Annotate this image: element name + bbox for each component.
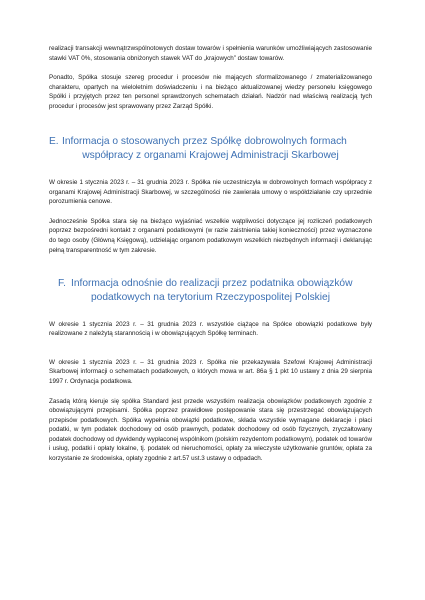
section-e-heading	[49, 135, 372, 163]
document-body	[49, 44, 372, 464]
section-f-heading	[49, 277, 372, 305]
section-f-heading-line1	[49, 277, 372, 291]
section-f-title-line2: podatkowych na terytorium Rzeczypospolitej Polskiej	[91, 292, 330, 304]
section-f-marker: F.	[58, 278, 66, 290]
section-f-title-line1: Informacja odnośnie do realizacji przez podatnika obowiązków	[71, 278, 353, 290]
section-e-title-line1: Informacja o stosowanych przez Spółkę dobrowolnych formach	[62, 135, 347, 147]
paragraph-vat-transactions: realizacji transakcji wewnątrzwspólnotowych dostaw towarów i spełnienia warunków umożliwiających zastosowanie stawki VAT 0%, stosowania obniżonych stawek VAT do „krajowych” dostaw towarów.	[49, 45, 372, 62]
paragraph-f-obligations: W okresie 1 stycznia 2023 r. – 31 grudnia 2023 r. wszystkie ciążące na Spółce obowiązki podatkowe były realizowane z należytą starannością i w obowiązujących Spółkę terminach.	[49, 320, 372, 338]
paragraph-procedures: Ponadto, Spółka stosuje szereg procedur i procesów nie mających sformalizowanego / zmaterializowanego charakteru, opartych na wieloletnim doświadczeniu i na bieżąco aktualizowanej wiedzy personelu księgowego Spółki i przyjętych przez ten personel sprawdzonych schematach działań. Nadzór nad właściwą realizacją tych procedur i procesów jest sprawowany przez Zarząd Spółki.	[49, 74, 372, 110]
paragraph-e-contact: Jednocześnie Spółka stara się na bieżąco wyjaśniać wszelkie wątpliwości dotyczące jej rozliczeń podatkowych poprzez bezpośredni kontakt z organami podatkowymi (w razie zaistnienia takiej konieczności) przez wyznaczone do tego osoby (Główną Księgową), udzielając organom podatkowym wszelkich niezbędnych informacji i deklarując pełną transparentność w tym zakresie.	[49, 217, 372, 254]
section-e-title-line2: współpracy z organami Krajowej Administracji Skarbowej	[82, 149, 339, 161]
section-e-heading-line1	[49, 135, 372, 149]
paragraph-e-cooperation: W okresie 1 stycznia 2023 r. – 31 grudnia 2023 r. Spółka nie uczestniczyła w dobrowolnych formach współpracy z organami Krajowej Administracji Skarbowej, w szczególności nie zawierała umowy o współdziałanie czy uprzednie porozumienia cenowe.	[49, 178, 372, 206]
section-e-marker: E.	[49, 135, 59, 147]
paragraph-f-schemes: W okresie 1 stycznia 2023 r. – 31 grudnia 2023 r. Spółka nie przekazywała Szefowi Krajowej Administracji Skarbowej informacji o schematach podatkowych, o których mowa w art. 86a § 1 pkt 10 ustawy z dnia 29 sierpnia 1997 r. Ordynacja podatkowa.	[49, 358, 372, 385]
paragraph-f-principles: Zasadą którą kieruje się spółka Standard jest przede wszystkim realizacja obowiązków podatkowych zgodnie z obowiązującymi przepisami. Spółka poprzez prawidłowe postępowanie stara się przestrzegać obowiązujących przepisów podatkowych. Spółka wypełnia obowiązki podatkowe, składa wszystkie wymagane deklaracje i płaci podatki, w tym podatek dochodowy od osób prawnych, podatek dochodowy od osób fizycznych, zryczałtowany podatek dochodowy od dywidendy wypłaconej wspólnikom (polskim rezydentom podatkowym), podatek od towarów i usług, podatki i opłaty lokalne, tj. podatek od nieruchomości, opłaty za wieczyste użytkowanie gruntów, opłata za korzystanie ze środowiska, opłaty zgodnie z art.57 ust.3 ustawy o odpadach.	[49, 397, 372, 463]
